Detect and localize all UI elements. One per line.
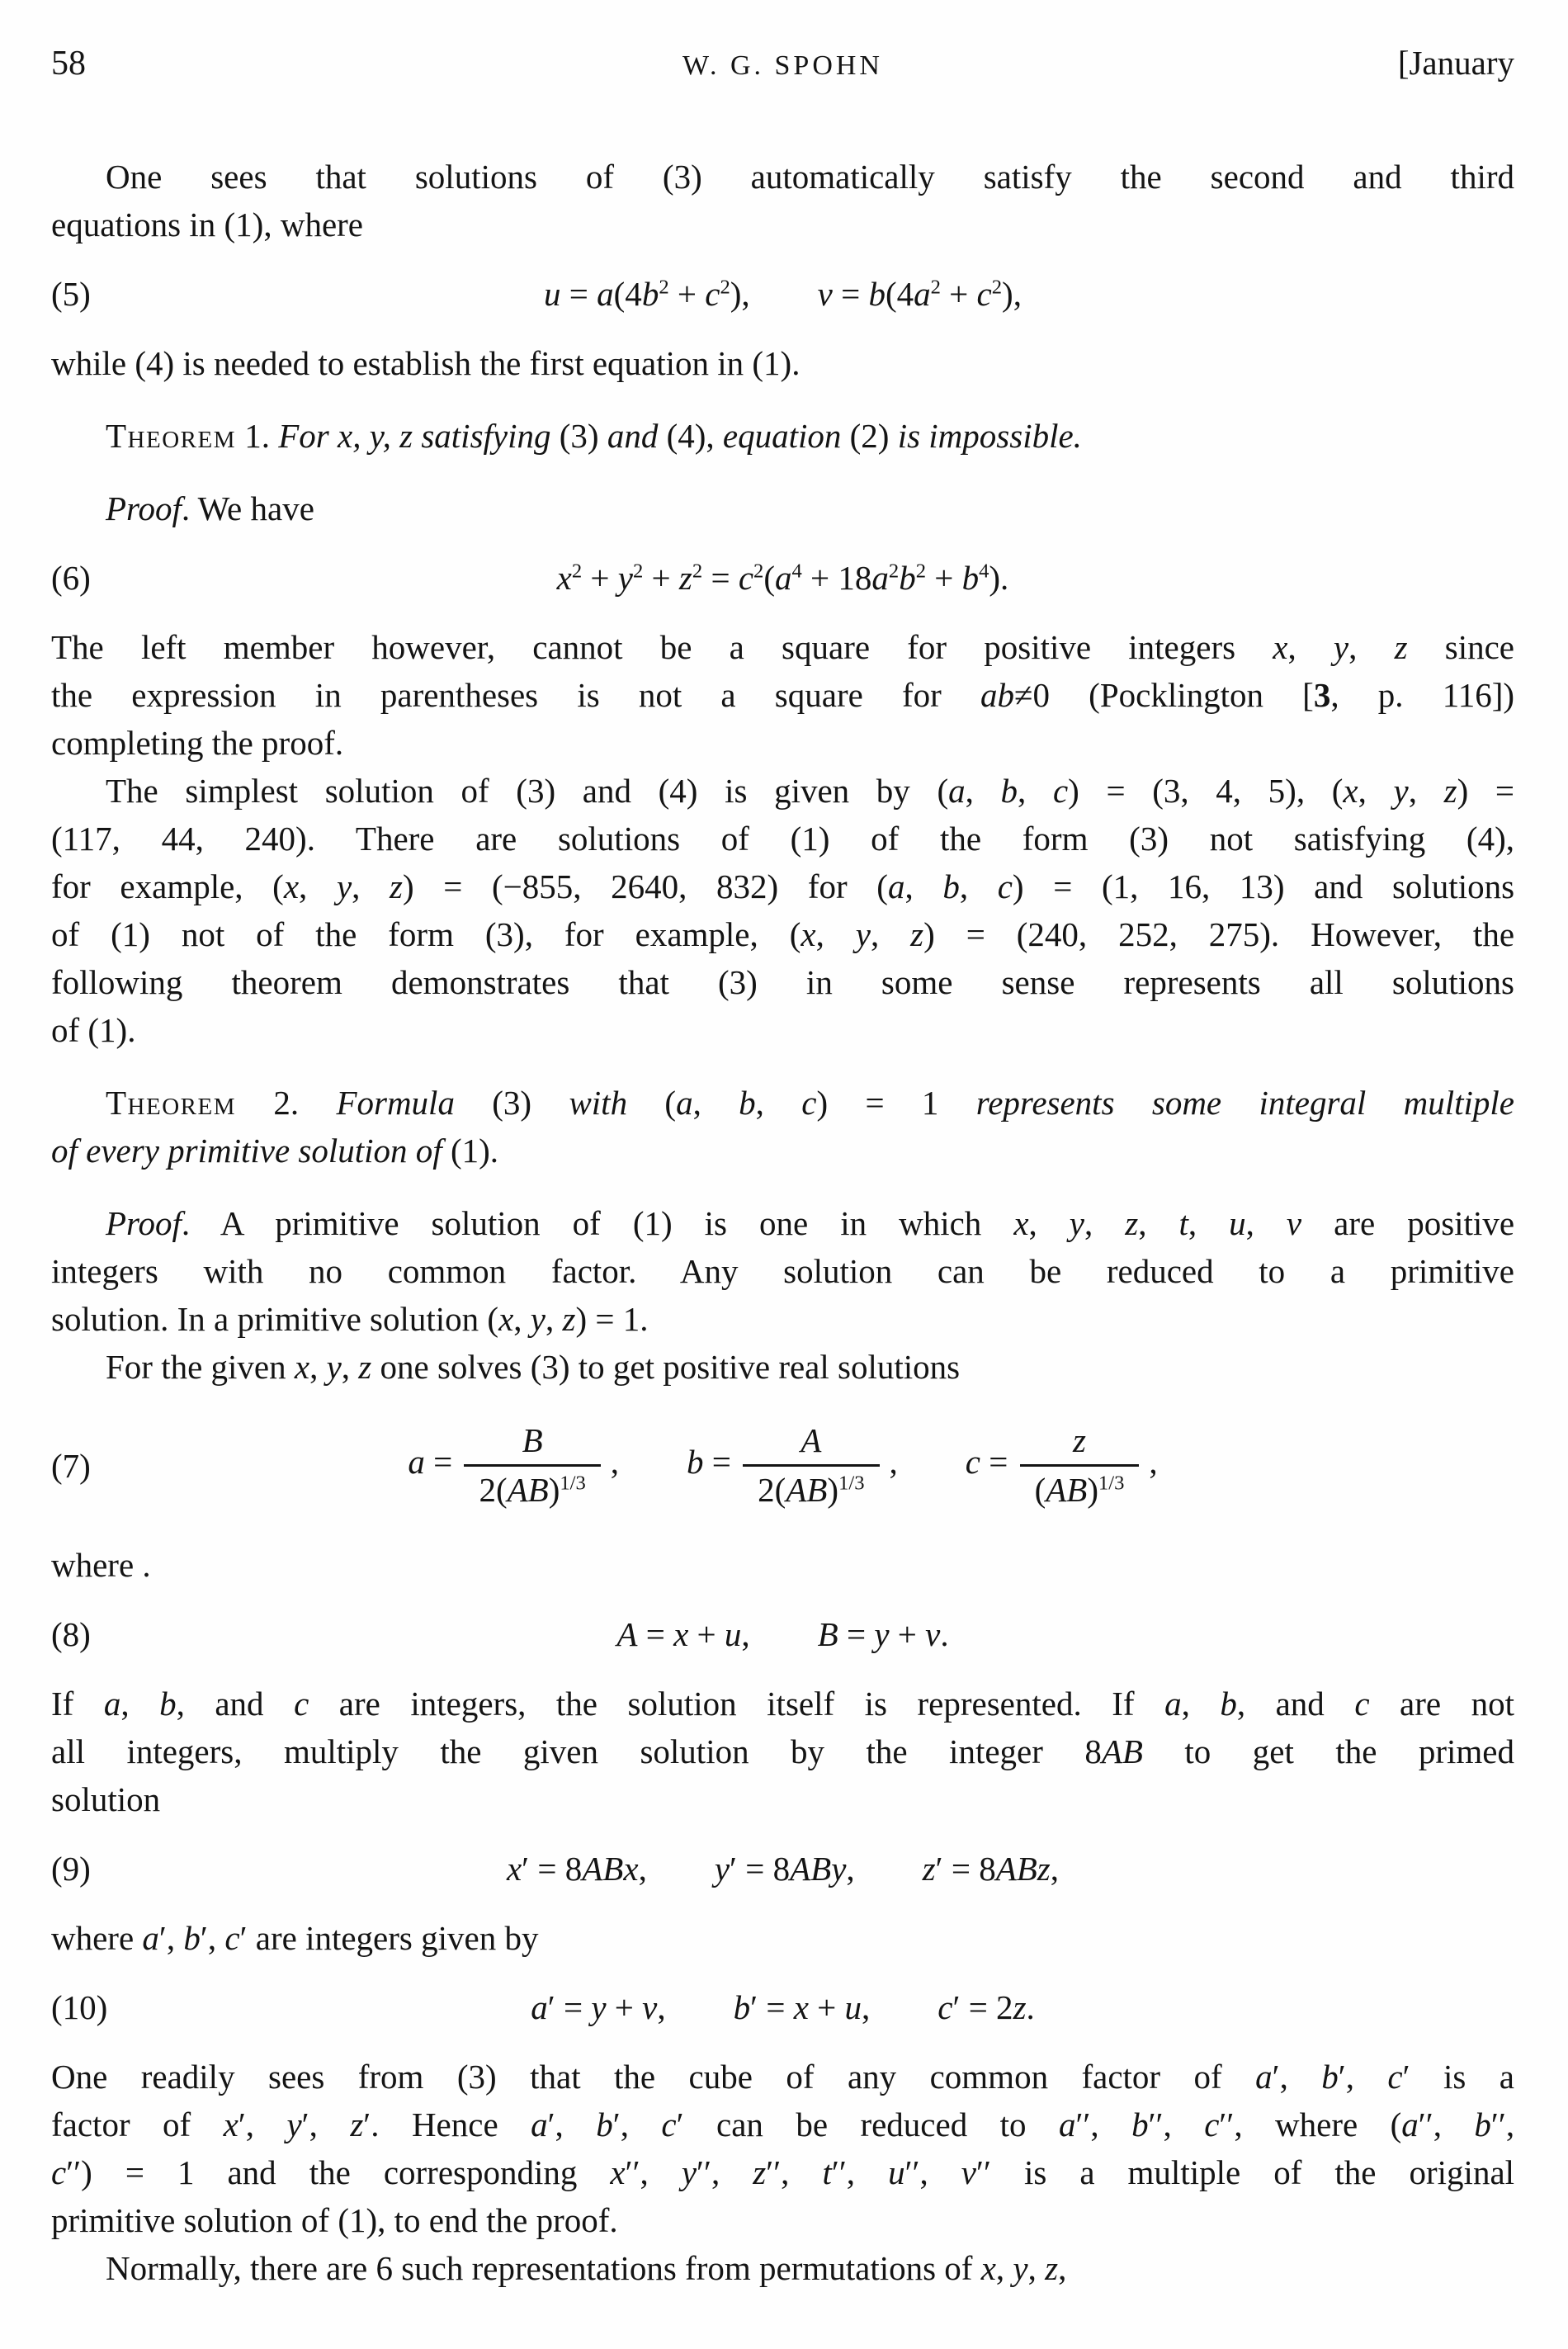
text-line: equations in (1), where <box>51 206 363 243</box>
theorem-1 <box>51 412 1514 460</box>
equation-9-number: (9) <box>51 1849 91 1888</box>
text-line: while (4) is needed to establish the first equation in (1). <box>51 344 801 382</box>
equation-5-body: $u = a(4b^2 + c^2)$, $v = b(4a^2 + c^2)$, <box>544 275 1022 313</box>
text-line: factor of x′, y′, z′. Hence a′, b′, c′ can be reduced to a′′, b′′, c′′, where (a′′, b′′, <box>51 2105 1515 2143</box>
equation-7 <box>51 1417 1514 1515</box>
text-line: the expression in parentheses is not a square for ab≠0 (Pocklington [3, p. 116]) <box>51 676 1514 714</box>
paragraph-proof-1 <box>51 484 1514 532</box>
text-line: all integers, multiply the given solution by the integer 8AB to get the primed <box>51 1732 1515 1770</box>
equation-7-number: (7) <box>51 1446 91 1485</box>
equation-9-body: x′ = 8ABx, y′ = 8ABy, z′ = 8ABz, <box>506 1849 1060 1888</box>
text-line: following theorem demonstrates that (3) in some sense represents all solutions <box>51 963 1514 1001</box>
text-line: If a, b, and c are integers, the solution itself is represented. If a, b, and c are not <box>51 1684 1514 1723</box>
text-line: where . <box>51 1545 151 1584</box>
text-line: (117, 44, 240). There are solutions of (1) of the form (3) not satisfying (4), <box>51 820 1514 858</box>
text-line: of (1). <box>51 1011 136 1049</box>
text-line: Normally, there are 6 such representations from permutations of x, y, z, <box>106 2248 1067 2287</box>
text-line: solution <box>51 1779 161 1818</box>
equation-8-number: (8) <box>51 1614 91 1653</box>
paragraph-simplest-solution <box>51 767 1514 1054</box>
paragraph-left-member <box>51 623 1514 767</box>
text-line: of every primitive solution of (1). <box>51 1132 498 1170</box>
running-head <box>51 43 1514 83</box>
paragraph-for-the-given <box>51 1343 1514 1391</box>
paragraph-where <box>51 1541 1514 1589</box>
paragraph-intro <box>51 153 1514 248</box>
paragraph-while <box>51 339 1514 387</box>
page-number: 58 <box>51 45 86 83</box>
paragraph-proof-2 <box>51 1199 1514 1343</box>
equation-10-body: a′ = y + v, b′ = x + u, c′ = 2z. <box>531 1987 1035 2026</box>
text-line: Proof. A primitive solution of (1) is one in which x, y, z, t, u, v are positive <box>106 1204 1515 1242</box>
paragraph-if-abc <box>51 1680 1514 1823</box>
text-line: integers with no common factor. Any solution can be reduced to a primitive <box>51 1252 1514 1290</box>
text-line: For the given x, y, z one solves (3) to get positive real solutions <box>106 1348 961 1386</box>
equation-5-number: (5) <box>51 275 91 313</box>
equation-9 <box>51 1845 1514 1893</box>
theorem-2 <box>51 1079 1514 1174</box>
paragraph-normally <box>51 2244 1514 2292</box>
text-line: The simplest solution of (3) and (4) is given by (a, b, c) = (3, 4, 5), (x, y, z) = <box>106 772 1515 810</box>
running-title-author: W. G. SPOHN <box>682 50 883 81</box>
equation-8 <box>51 1610 1514 1658</box>
text-line: for example, (x, y, z) = (−855, 2640, 832) for (a, b, c) = (1, 16, 13) and solutions <box>51 867 1515 905</box>
text-line: The left member however, cannot be a square for positive integers x, y, z since <box>51 628 1514 666</box>
paragraph-one-readily-sees <box>51 2053 1514 2244</box>
text-line: completing the proof. <box>51 724 344 762</box>
text-line: of (1) not of the form (3), for example, (x, y, z) = (240, 252, 275). However, the <box>51 915 1515 953</box>
equation-6-body: $x^2 + y^2 + z^2 = c^2(a^4 + 18a^2b^2 + b^4)$. <box>556 559 1009 597</box>
issue-label: [January <box>1397 44 1514 82</box>
equation-10-number: (10) <box>51 1987 108 2026</box>
text-line: where a′, b′, c′ are integers given by <box>51 1918 539 1957</box>
paragraph-where-primes <box>51 1914 1514 1962</box>
equation-8-body: A = x + u, B = y + v. <box>616 1614 949 1653</box>
equation-10 <box>51 1983 1514 2031</box>
equation-6 <box>51 554 1514 602</box>
text-line: c′′) = 1 and the corresponding x′′, y′′, z′′, t′′, u′′, v′′ is a multiple of the original <box>51 2153 1515 2191</box>
text-line: One readily sees from (3) that the cube of any common factor of a′, b′, c′ is a <box>51 2057 1515 2096</box>
text-line: primitive solution of (1), to end the proof. <box>51 2200 618 2239</box>
text-line: Proof. We have <box>106 489 314 527</box>
equation-7-body: a = $\frac{B}{2(AB)^{1/3}}$ , b = $\frac{A}{2(AB)^{1/3}}$ , c = $\frac{z}{(AB)^{1/3}}$ , <box>51 1417 1514 1515</box>
text-line: solution. In a primitive solution (x, y, z) = 1. <box>51 1300 649 1338</box>
text-line: Theorem 2. Formula (3) with (a, b, c) = 1 represents some integral multiple <box>106 1084 1515 1122</box>
text-line: One sees that solutions of (3) automatically satisfy the second and third <box>106 158 1514 196</box>
text-line: Theorem 1. For x, y, z satisfying (3) and (4), equation (2) is impossible. <box>106 417 1082 455</box>
equation-6-number: (6) <box>51 559 91 597</box>
equation-5 <box>51 270 1514 318</box>
